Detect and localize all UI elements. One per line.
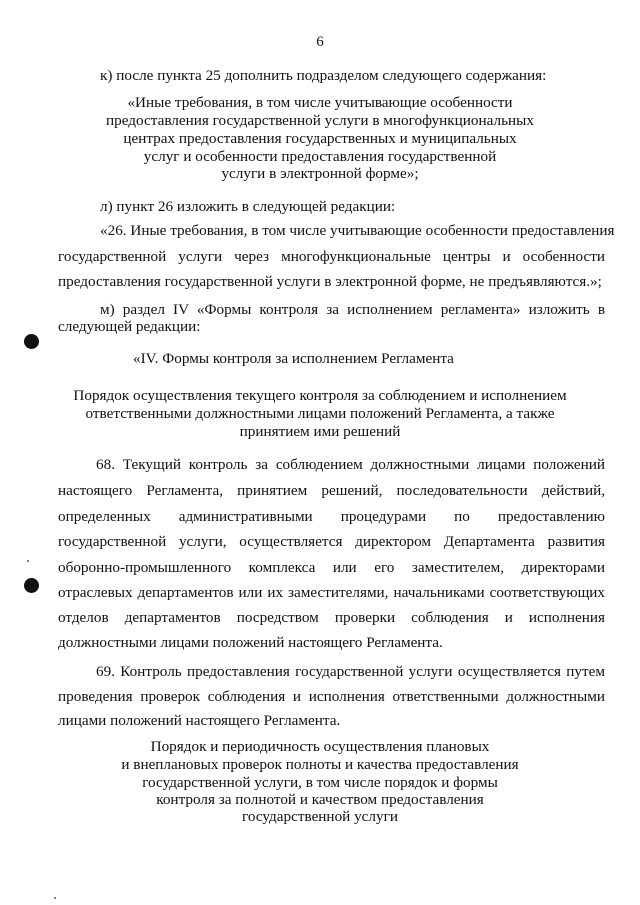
paragraph-68-line: отраслевых департаментов или их заместителями, начальниками соответствующих (58, 584, 605, 601)
paragraph-l-line: «26. Иные требования, в том числе учитывающие особенности предоставления (100, 222, 615, 239)
paragraph-l-line: государственной услуги через многофункциональные центры и особенности (58, 248, 605, 265)
subheading-line: и внеплановых проверок полноты и качества предоставления (121, 756, 519, 773)
paragraph-l-intro: л) пункт 26 изложить в следующей редакции: (100, 198, 396, 215)
paragraph-68-line: отделов департаментов посредством проверки соблюдения и исполнения (58, 609, 605, 626)
paragraph-m-line: следующей редакции: (58, 318, 201, 335)
paragraph-68-line: оборонно-промышленного комплекса или его заместителем, директорами (58, 559, 605, 576)
subheading-line: принятием ими решений (239, 423, 401, 440)
scan-speck (27, 560, 29, 562)
paragraph-68-line: 68. Текущий контроль за соблюдением должностными лицами положений (96, 456, 605, 473)
subheading-line: Порядок и периодичность осуществления плановых (150, 738, 490, 755)
subheading-line: государственной услуги, в том числе порядок и формы (142, 774, 498, 791)
paragraph-68-line: государственной услуги, осуществляется директором Департамента развития (58, 533, 605, 550)
scan-speck (54, 897, 56, 899)
quote-line: предоставления государственной услуги в многофункциональных (106, 112, 534, 129)
section-title: «IV. Формы контроля за исполнением Регламента (133, 350, 454, 367)
paragraph-69-line: проведения проверок соблюдения и исполнения ответственными должностными (58, 688, 605, 705)
punch-hole-mark (24, 334, 39, 349)
quote-line: центрах предоставления государственных и муниципальных (123, 130, 517, 147)
paragraph-68-line: настоящего Регламента, принятием решений, последовательности действий, (58, 482, 605, 499)
paragraph-69-line: лицами положений настоящего Регламента. (58, 712, 341, 729)
paragraph-69-line: 69. Контроль предоставления государственной услуги осуществляется путем (96, 663, 605, 680)
paragraph-68-line: определенных административными процедурами по предоставлению (58, 508, 605, 525)
subheading-line: ответственными должностными лицами положений Регламента, а также (85, 405, 555, 422)
page-number: 6 (316, 34, 324, 50)
paragraph-l-line: предоставления государственной услуги в электронной форме, не предъявляются.»; (58, 273, 602, 290)
subheading-line: Порядок осуществления текущего контроля за соблюдением и исполнением (73, 387, 567, 404)
paragraph-m-line: м) раздел IV «Формы контроля за исполнением регламента» изложить в (100, 301, 605, 318)
quote-line: услуг и особенности предоставления государственной (143, 148, 497, 165)
subheading-line: государственной услуги (242, 808, 398, 825)
quote-line: услуги в электронной форме»; (221, 165, 419, 182)
punch-hole-mark (24, 578, 39, 593)
subheading-line: контроля за полнотой и качеством предоставления (156, 791, 484, 808)
paragraph-68-line: должностными лицами положений настоящего Регламента. (58, 634, 443, 651)
quote-line: «Иные требования, в том числе учитывающие особенности (127, 94, 513, 111)
paragraph-k-intro: к) после пункта 25 дополнить подразделом следующего содержания: (100, 67, 547, 84)
